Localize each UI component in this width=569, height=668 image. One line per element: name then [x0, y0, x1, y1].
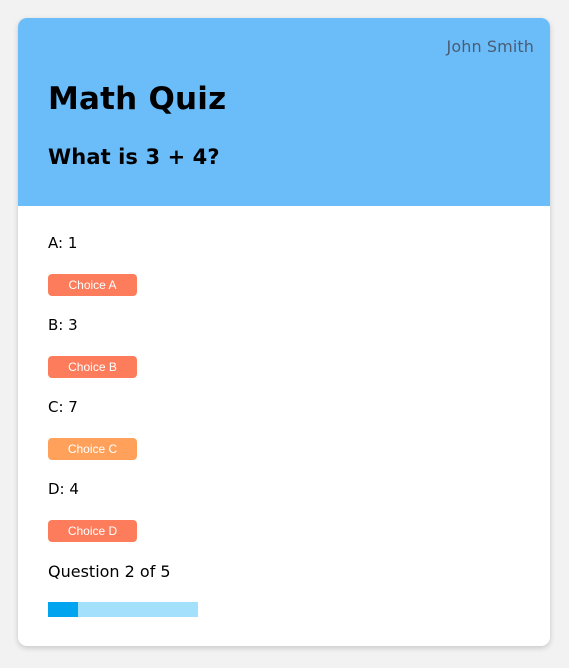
- option-label-d: D: 4: [48, 480, 79, 498]
- choice-b-button[interactable]: Choice B: [48, 356, 137, 378]
- quiz-card: [18, 18, 550, 646]
- progress-bar-fill: [48, 602, 78, 617]
- choice-a-button[interactable]: Choice A: [48, 274, 137, 296]
- quiz-body: [18, 206, 550, 646]
- user-name: John Smith: [446, 37, 534, 56]
- option-label-a: A: 1: [48, 234, 78, 252]
- choice-d-button[interactable]: Choice D: [48, 520, 137, 542]
- question-text: What is 3 + 4?: [48, 145, 220, 169]
- progress-bar: [48, 602, 198, 617]
- quiz-title: Math Quiz: [48, 81, 227, 117]
- quiz-header: [18, 18, 550, 206]
- choice-c-button[interactable]: Choice C: [48, 438, 137, 460]
- progress-text: Question 2 of 5: [48, 562, 171, 581]
- option-label-c: C: 7: [48, 398, 78, 416]
- option-label-b: B: 3: [48, 316, 78, 334]
